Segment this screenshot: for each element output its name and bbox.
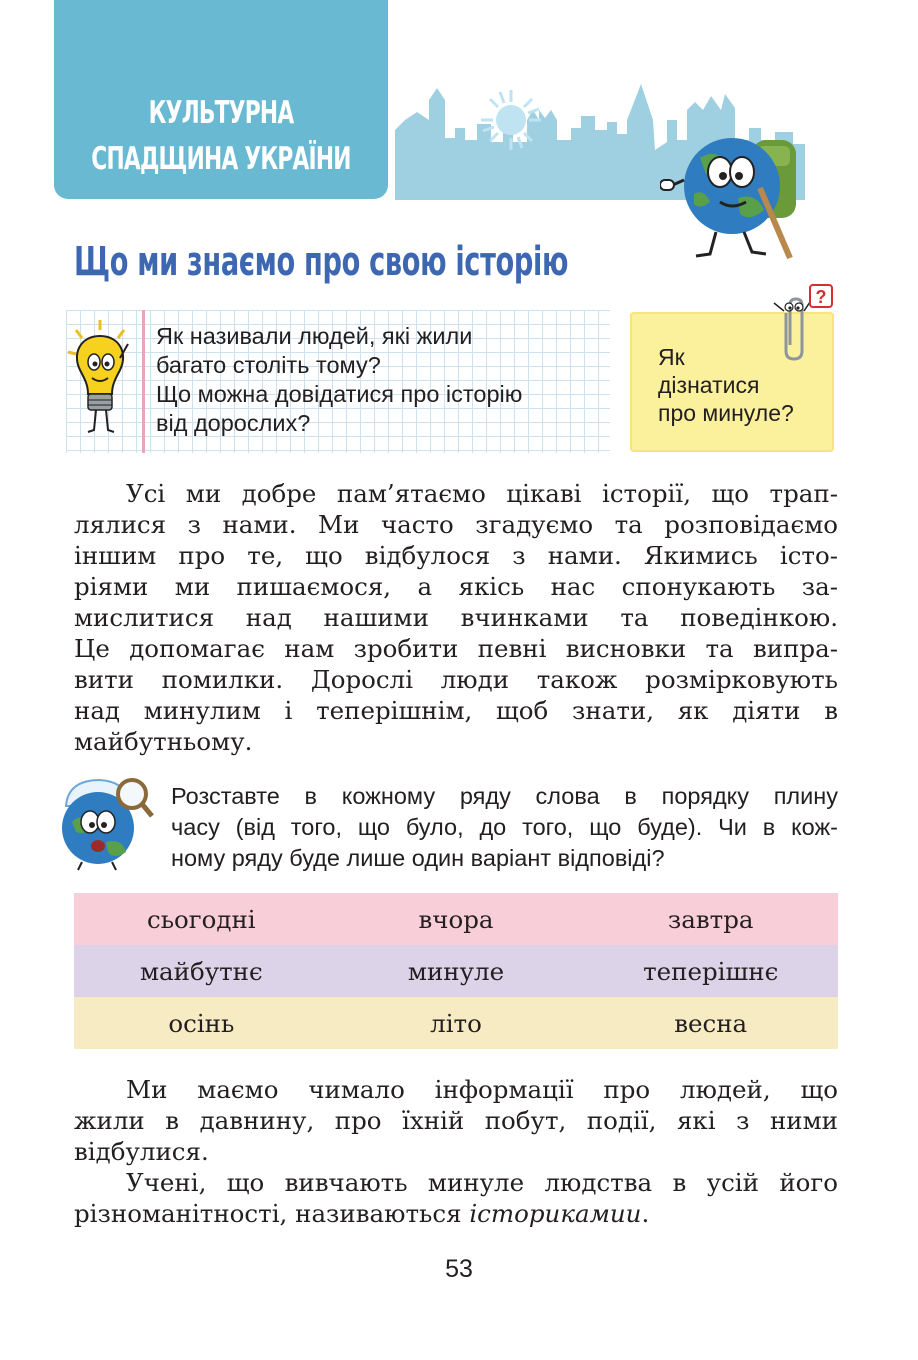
paragraph-historians-line xyxy=(74,1198,838,1229)
word-cell: теперішнє xyxy=(643,956,779,986)
question-line-3: Що можна довідатися про історію xyxy=(156,381,523,407)
task-line: Розставте в кожному ряду слова в порядку плину xyxy=(171,783,838,809)
paragraph-information-line: жили в давнину, про їхній побут, події, які з ними xyxy=(74,1106,838,1135)
section-title: Що ми знаємо про свою історію xyxy=(74,239,569,285)
chapter-title xyxy=(91,90,352,182)
word-cell: минуле xyxy=(407,956,505,986)
task-line: ному ряду буде лише один варіант відповіді? xyxy=(171,845,665,871)
question-badge: ? xyxy=(815,287,827,307)
word-table-row xyxy=(74,893,838,945)
paragraph-historians xyxy=(74,1167,838,1229)
paragraph-intro-line: лялися з нами. Ми часто згадуємо та розповідаємо xyxy=(74,510,838,539)
word-cell: осінь xyxy=(168,1008,235,1038)
paragraph-information-line: Ми маємо чимало інформації про людей, що xyxy=(126,1075,838,1104)
sticky-note-line-3: про минуле? xyxy=(658,400,794,426)
word-cell: весна xyxy=(674,1008,748,1038)
paragraph-information xyxy=(74,1074,838,1167)
paragraph-intro-line: Це допомагає нам зробити певні висновки та випра- xyxy=(74,634,838,663)
definition-end: . xyxy=(641,1199,650,1228)
word-cell: завтра xyxy=(667,904,754,934)
word-table-row xyxy=(74,997,838,1049)
sticky-note-line-1: Як xyxy=(658,344,685,370)
paragraph-intro-line: вити помилки. Дорослі люди також розмірковують xyxy=(74,665,838,694)
paragraph-information-line: відбулися. xyxy=(74,1137,209,1166)
globe-hiker-mascot-icon xyxy=(660,118,810,260)
page-number: 53 xyxy=(445,1255,473,1283)
questions-divider xyxy=(142,310,145,453)
paragraph-intro-line: ріями ми пишаємося, а якісь нас спонукають за- xyxy=(74,572,838,601)
definition-text: різноманітності, називаються xyxy=(74,1199,470,1228)
task-text xyxy=(171,781,838,874)
paragraph-historians-line: Учені, що вивчають минуле людства в усій його xyxy=(126,1168,838,1197)
word-table xyxy=(74,893,838,1049)
paragraph-intro-line: мислитися над нашими вчинками та поведінкою. xyxy=(74,603,838,632)
word-cell: сьогодні xyxy=(147,904,256,934)
question-line-2: багато століть тому? xyxy=(156,352,381,378)
question-line-4: від дорослих? xyxy=(156,410,311,436)
paragraph-intro-line: Усі ми добре пам’ятаємо цікаві історії, що трап- xyxy=(126,479,838,508)
word-cell: майбутнє xyxy=(139,956,263,986)
chapter-title-line2: СПАДЩИНА УКРАЇНИ xyxy=(91,141,351,177)
paragraph-intro-line: над минулим і теперішнім, щоб знати, як діяти в xyxy=(74,696,838,725)
paragraph-intro xyxy=(74,478,838,757)
word-table-row xyxy=(74,945,838,997)
sun-icon xyxy=(481,90,541,150)
term-historians: історикамии xyxy=(469,1199,642,1228)
paragraph-intro-line: майбутньому. xyxy=(74,727,253,756)
question-line-1: Як називали людей, які жили xyxy=(156,323,473,349)
lightbulb-mascot-icon xyxy=(66,318,134,438)
paperclip-question-icon xyxy=(772,283,836,363)
globe-explorer-mascot-icon xyxy=(52,772,156,872)
task-line: часу (від того, що було, до того, що буде). Чи в кож- xyxy=(171,814,838,840)
word-cell: вчора xyxy=(418,904,494,934)
word-cell: літо xyxy=(430,1008,482,1038)
sticky-note-line-2: дізнатися xyxy=(658,372,760,398)
paragraph-intro-line: іншим про те, що відбулося з нами. Якимись істо- xyxy=(74,541,838,570)
chapter-title-line1: КУЛЬТУРНА xyxy=(148,95,294,131)
